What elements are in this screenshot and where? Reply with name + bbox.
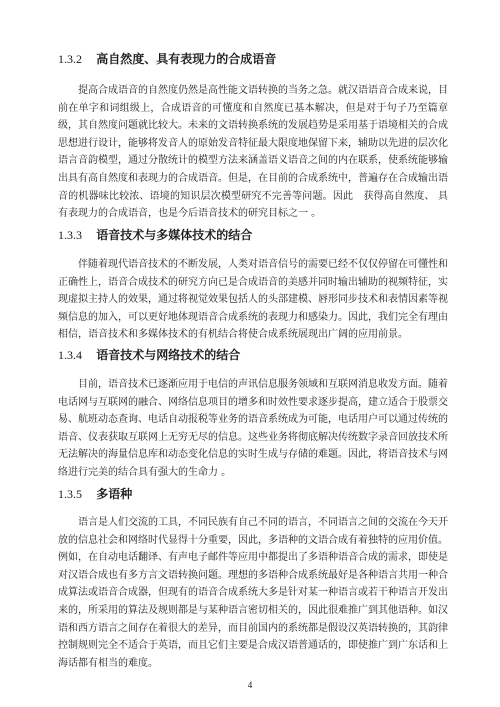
section-heading-1-3-2 [58,50,276,67]
section-number: 1.3.5 [58,487,82,501]
section-title: 高自然度、具有表现力的合成语音 [96,52,277,66]
section-paragraph: 伴随着现代语音技术的不断发展，人类对语音信号的需要已经不仅仅停留在可懂性和正确性上，语音合成技术的研究方向已是合成语音的美感并同时输出辅助的视频特征，实现虚拟主持人的效果，通过将视觉效果包括人的头部建模、唇形同步技术和表情因素等视频信息的加入，可以更好地体现语音合成系统的表现力和感染力。因此，我们完全有理由相信，语音技术和多媒体技术的有机结合将使合成系统展现出广阔的应用前景。 [58,259,448,341]
section-number: 1.3.2 [58,52,82,66]
section-number: 1.3.3 [58,228,82,242]
section-title: 语音技术与网络技术的结合 [96,348,241,362]
section-paragraph: 提高合成语音的自然度仍然是高性能文语转换的当务之急。就汉语语音合成来说，目前在单字和词组级上，合成语音的可懂度和自然度已基本解决，但是对于句子乃至篇章级，其自然度问题就比较大。未来的文语转换系统的发展趋势是采用基于语境相关的合成思想进行设计，能够将发音人的原始发音特征最大限度地保留下来，辅助以先进的层次化语言音韵模型，通过分散统计的模型方法来涵盖语义语音之间的内在联系，使系统能够输出具有高自然度和表现力的合成语音。但是，在目前的合成系统中，普遍存在合成输出语音的机器味比较浓、语境的知识层次模型研究不完善等问题。因此 获得高自然度、 具有表现力的合成语音，也是今后语音技术的研究目标之一 。 [58,85,448,220]
section-heading-1-3-5 [58,485,132,502]
section-paragraph: 目前，语音技术已逐渐应用于电信的声讯信息服务领域和互联网消息收发方面。随着电话网与互联网的融合、网络信息项目的增多和时效性要求逐步提高，建立适合于股票交易、航班动态查询、电话自动报税等业务的语音系统成为可能，电话用户可以通过传统的语音、仪表获取互联网上无穷无尽的信息。这些业务将彻底解决传统数字录音回放技术所无法解决的海量信息库和动态变化信息的实时生成与存储的难题。因此，将语音技术与网络进行完美的结合具有强大的生命力 。 [58,379,448,478]
section-heading-1-3-3 [58,226,252,243]
section-title: 多语种 [96,487,133,501]
section-paragraph: 语言是人们交流的工具，不同民族有自己不同的语言，不同语言之间的交流在今天开放的信息社会和网络时代显得十分重要，因此，多语种的文语合成有着独特的应用价值。例如，在自动电话翻译、有声电子邮件等应用中都提出了多语种语音合成的需求，即使是对汉语合成也有多方言文语转换问题。理想的多语种合成系统最好是各种语言共用一种合成算法或语音合成器，但现有的语音合成系统大多是针对某一种语言或若干种语言开发出来的，所采用的算法及规则都是与某种语言密切相关的，因此很难推广到其他语种。如汉语和西方语言之间存在着很大的差异，而目前国内的系统都是假设汉英语转换的，其韵律控制规则完全不适合于英语，而且它们主要是合成汉语普通话的，即使推广到广东话和上海话都有相当的难度。 [58,517,448,669]
section-heading-1-3-4 [58,346,240,363]
section-title: 语音技术与多媒体技术的结合 [96,228,253,242]
section-number: 1.3.4 [58,348,82,362]
page-number: 4 [247,680,253,690]
